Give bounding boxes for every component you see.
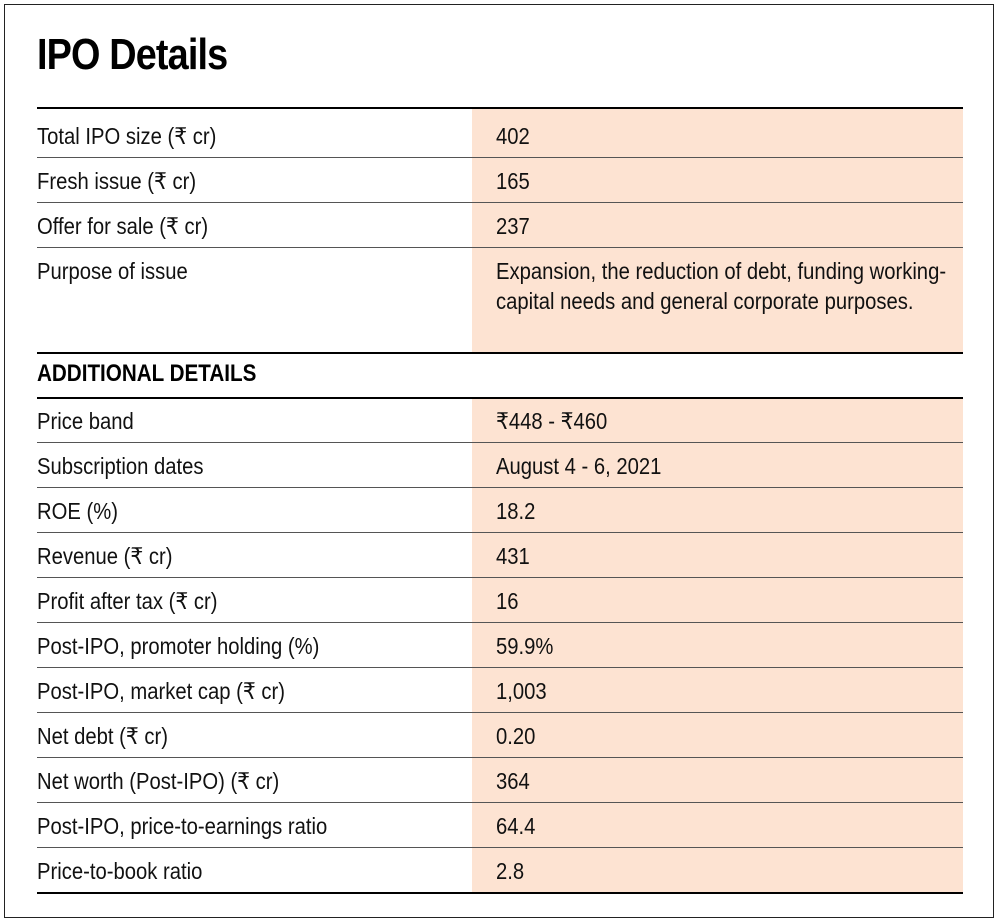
page-title: IPO Details: [37, 30, 228, 79]
row-value-promoter-holding: 59.9%: [496, 633, 554, 659]
row-label-offer-for-sale: Offer for sale (₹ cr): [37, 213, 209, 239]
row-divider: [37, 532, 963, 533]
row-value-net-worth: 364: [496, 768, 530, 794]
row-label-roe: ROE (%): [37, 498, 118, 524]
section-top-rule: [37, 352, 963, 354]
row-divider: [37, 442, 963, 443]
row-label-net-worth: Net worth (Post-IPO) (₹ cr): [37, 768, 280, 794]
row-label-fresh-issue: Fresh issue (₹ cr): [37, 168, 197, 194]
row-divider: [37, 712, 963, 713]
row-value-subscription-dates: August 4 - 6, 2021: [496, 453, 662, 479]
row-divider: [37, 247, 963, 248]
row-label-purpose-of-issue: Purpose of issue: [37, 258, 188, 284]
row-value-offer-for-sale: 237: [496, 213, 530, 239]
row-label-price-to-book: Price-to-book ratio: [37, 858, 203, 884]
row-label-revenue: Revenue (₹ cr): [37, 543, 173, 569]
row-label-net-debt: Net debt (₹ cr): [37, 723, 168, 749]
row-value-purpose-of-issue: Expansion, the reduction of debt, funding working-capital needs and general corporate purposes.: [496, 258, 947, 314]
row-divider: [37, 622, 963, 623]
row-divider: [37, 667, 963, 668]
row-label-profit-after-tax: Profit after tax (₹ cr): [37, 588, 218, 614]
row-divider: [37, 487, 963, 488]
row-value-roe: 18.2: [496, 498, 536, 524]
row-divider: [37, 802, 963, 803]
row-label-subscription-dates: Subscription dates: [37, 453, 204, 479]
row-divider: [37, 577, 963, 578]
row-value-price-band: ₹448 - ₹460: [496, 408, 608, 434]
row-divider: [37, 757, 963, 758]
row-label-pe-ratio: Post-IPO, price-to-earnings ratio: [37, 813, 328, 839]
row-value-revenue: 431: [496, 543, 530, 569]
row-divider: [37, 202, 963, 203]
row-value-market-cap: 1,003: [496, 678, 547, 704]
row-value-profit-after-tax: 16: [496, 588, 519, 614]
table-top-rule: [37, 107, 963, 109]
row-value-fresh-issue: 165: [496, 168, 530, 194]
row-label-market-cap: Post-IPO, market cap (₹ cr): [37, 678, 285, 704]
section-bottom-rule: [37, 397, 963, 399]
row-value-pe-ratio: 64.4: [496, 813, 536, 839]
row-label-total-ipo-size: Total IPO size (₹ cr): [37, 123, 217, 149]
row-value-net-debt: 0.20: [496, 723, 536, 749]
row-divider: [37, 847, 963, 848]
value-column-shade-top: [472, 108, 963, 353]
row-label-promoter-holding: Post-IPO, promoter holding (%): [37, 633, 320, 659]
row-label-price-band: Price band: [37, 408, 134, 434]
row-value-price-to-book: 2.8: [496, 858, 525, 884]
row-divider: [37, 157, 963, 158]
table-bottom-rule: [37, 892, 963, 894]
row-value-total-ipo-size: 402: [496, 123, 530, 149]
section-heading-additional-details: ADDITIONAL DETAILS: [37, 360, 257, 387]
